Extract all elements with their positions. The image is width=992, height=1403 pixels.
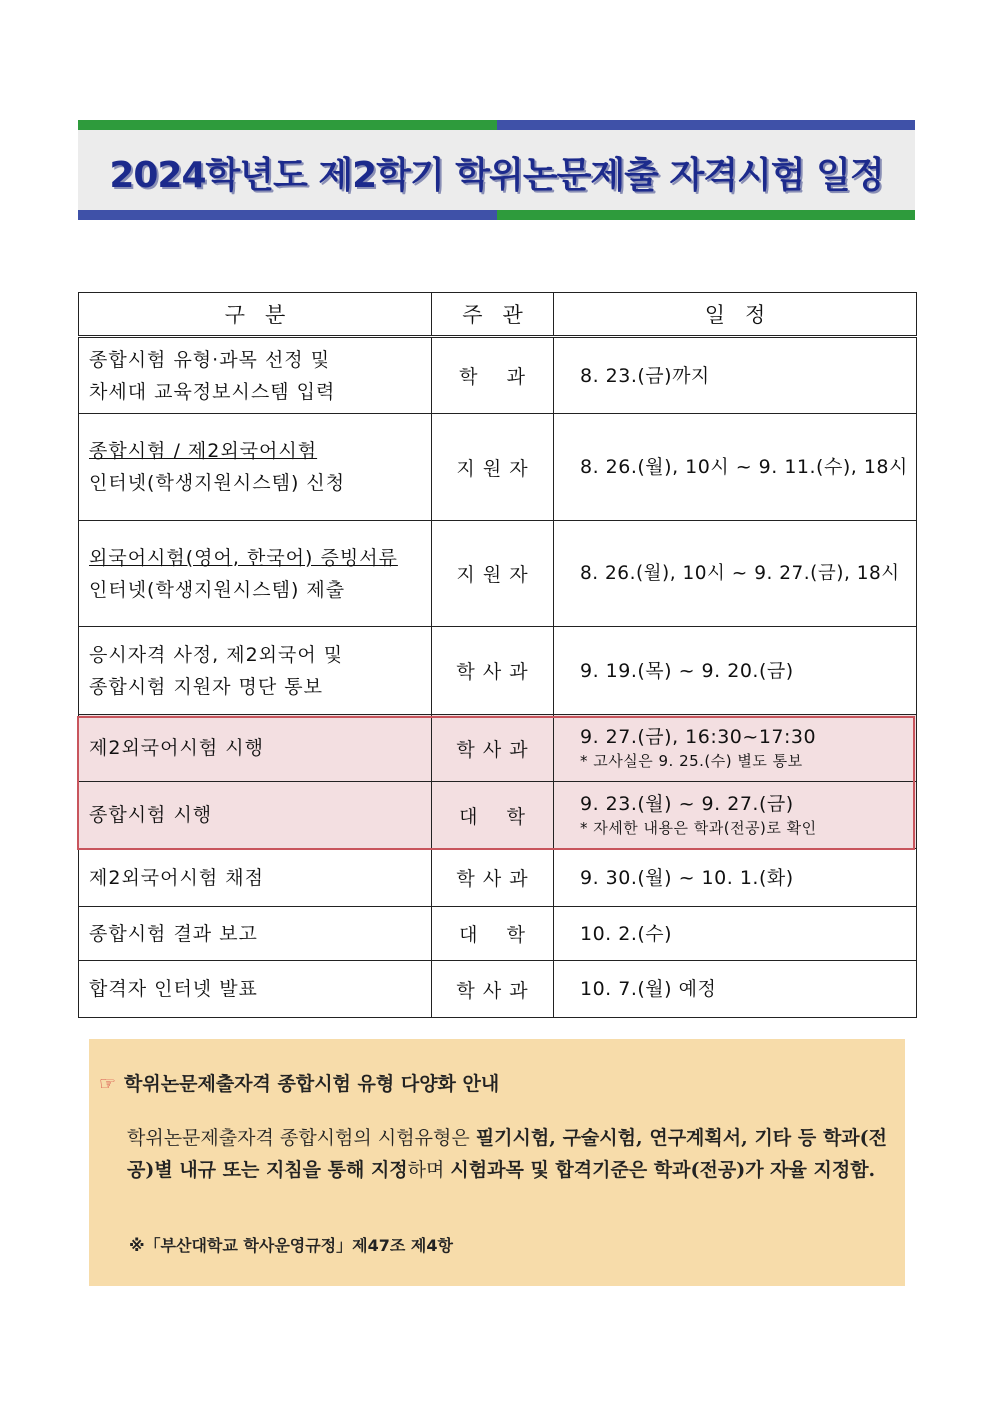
banner-bottom-bar	[78, 210, 915, 220]
item-line: 종합시험 결과 보고	[89, 922, 258, 945]
row-organizer: 학 사 과	[432, 849, 554, 907]
info-title	[99, 1069, 499, 1096]
item-line: 제2외국어시험 시행	[89, 737, 264, 759]
row-item	[79, 849, 432, 907]
row-date: 8. 23.(금)까지	[554, 337, 917, 414]
date-note: * 고사실은 9. 25.(수) 별도 통보	[580, 752, 803, 770]
item-line: 제2외국어시험 채점	[89, 866, 264, 889]
title-banner	[78, 120, 915, 220]
row-date: 10. 7.(월) 예정	[554, 961, 917, 1018]
info-title-text: 학위논문제출자격 종합시험 유형 다양화 안내	[124, 1073, 500, 1095]
page-title: 2024학년도 제2학기 학위논문제출 자격시험 일정	[109, 155, 884, 196]
row-date: 9. 19.(목) ~ 9. 20.(금)	[554, 627, 917, 715]
row-organizer: 학 사 과	[432, 715, 554, 782]
pointing-hand-icon: ☞	[99, 1073, 117, 1095]
row-organizer: 지 원 자	[432, 414, 554, 521]
item-line: 합격자 인터넷 발표	[89, 978, 258, 1000]
row-item	[79, 961, 432, 1018]
header-organizer: 주 관	[432, 293, 554, 337]
table-row	[79, 782, 917, 849]
info-body-text: 하며	[407, 1159, 451, 1181]
item-line: 응시자격 사정, 제2외국어 및	[89, 643, 344, 666]
info-box	[89, 1039, 905, 1286]
row-item	[79, 521, 432, 627]
row-organizer: 지 원 자	[432, 521, 554, 627]
table-row	[79, 907, 917, 961]
row-organizer: 대 학	[432, 782, 554, 849]
item-line: 종합시험 유형·과목 선정 및	[89, 348, 331, 371]
item-line: 차세대 교육정보시스템 입력	[89, 380, 336, 403]
item-line: 종합시험 시행	[89, 804, 213, 826]
table-row	[79, 961, 917, 1018]
row-date: 10. 2.(수)	[554, 907, 917, 961]
table-row	[79, 521, 917, 627]
table-row	[79, 627, 917, 715]
info-body-bold: 필기시험, 구술시험, 연구계획서, 기타 등 학과(전공)별 내규 또는 지침을 통해 지정	[127, 1127, 887, 1181]
header-schedule: 일 정	[554, 293, 917, 337]
item-line: 인터넷(학생지원시스템) 제출	[89, 578, 346, 601]
header-category: 구 분	[79, 293, 432, 337]
row-item	[79, 337, 432, 414]
schedule-table	[78, 292, 917, 1018]
row-organizer: 학 과	[432, 337, 554, 414]
table-row	[79, 849, 917, 907]
item-line: 종합시험 / 제2외국어시험	[89, 440, 318, 462]
row-date: 9. 30.(월) ~ 10. 1.(화)	[554, 849, 917, 907]
item-line: 인터넷(학생지원시스템) 신청	[89, 472, 346, 494]
row-item	[79, 414, 432, 521]
date-main: 9. 23.(월) ~ 9. 27.(금)	[580, 793, 794, 815]
info-reference: ※「부산대학교 학사운영규정」제47조 제4항	[129, 1236, 453, 1255]
row-date	[554, 715, 917, 782]
info-body-bold: 시험과목 및 합격기준은 학과(전공)가 자율 지정함.	[450, 1159, 876, 1181]
row-date: 8. 26.(월), 10시 ~ 9. 11.(수), 18시	[554, 414, 917, 521]
table-row	[79, 414, 917, 521]
item-line: 외국어시험(영어, 한국어) 증빙서류	[89, 546, 398, 569]
table-row	[79, 715, 917, 782]
row-item	[79, 782, 432, 849]
row-organizer: 학 사 과	[432, 627, 554, 715]
row-organizer: 학 사 과	[432, 961, 554, 1018]
table-header-row	[79, 293, 917, 337]
row-item	[79, 907, 432, 961]
info-body-text: 학위논문제출자격 종합시험의 시험유형은	[127, 1127, 476, 1149]
row-date: 8. 26.(월), 10시 ~ 9. 27.(금), 18시	[554, 521, 917, 627]
item-line: 종합시험 지원자 명단 통보	[89, 675, 324, 698]
info-body	[127, 1122, 887, 1186]
banner-top-bar	[78, 120, 915, 130]
date-main: 9. 27.(금), 16:30~17:30	[580, 726, 817, 748]
table-row	[79, 337, 917, 414]
row-organizer: 대 학	[432, 907, 554, 961]
row-item	[79, 627, 432, 715]
row-date	[554, 782, 917, 849]
row-item	[79, 715, 432, 782]
date-note: * 자세한 내용은 학과(전공)로 확인	[580, 819, 817, 837]
